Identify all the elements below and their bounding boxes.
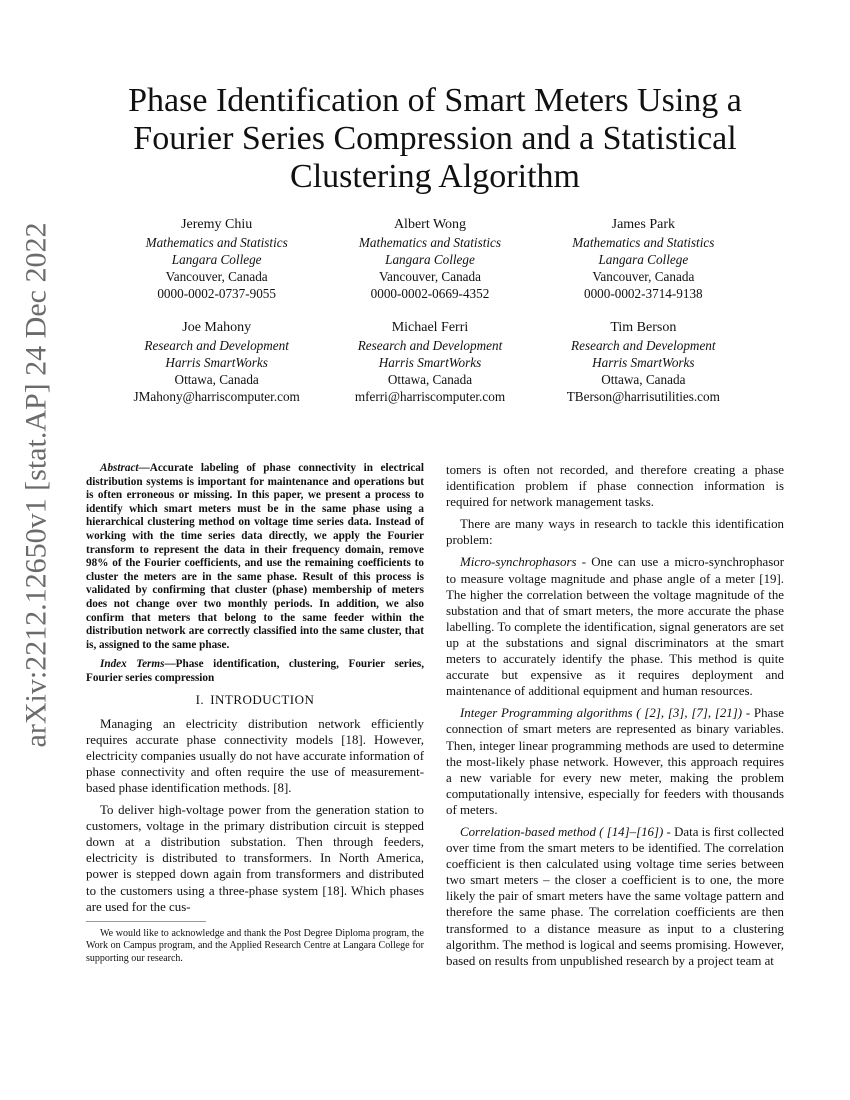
author-location: Ottawa, Canada [387,372,473,387]
method-text: - Data is first collected over time from the smart meters to be identified. The correlation coefficient is then calculated using voltage time series between two smart meters – the closer a coefficient is to one, the more likely the pair of smart meters have the same voltage pattern and therefore the same phase. The correlation coefficients are then transformed to a distance measure as input to a clustering algorithm. The method is logical and seems promising. However, based on results from unpublished research by a project team at [446,824,785,968]
author-location: Vancouver, Canada [378,269,481,284]
author-name: Tim Berson [610,320,677,335]
author-department: Research and Development [144,338,289,353]
paper-title: Phase Identification of Smart Meters Using a Fourier Series Compression and a Statistical Clustering Algorithm [128,82,742,195]
method-paragraph [446,824,784,969]
author-name: Michael Ferri [391,320,469,335]
author-name: Jeremy Chiu [181,217,253,232]
section-number: I. [195,691,205,707]
author-row-2 [110,319,750,405]
author-location: Ottawa, Canada [174,372,259,387]
footnote: We would like to acknowledge and thank the Post Degree Diploma program, the Work on Campus program, and the Applied Research Centre at Langara College for supporting our research. [86,927,424,964]
author-orcid: 0000-0002-0669-4352 [370,286,490,301]
author-email: TBerson@harrisutilities.com [566,389,720,404]
author-name: James Park [611,217,676,232]
author-block [110,216,323,302]
author-name: Joe Mahony [182,320,252,335]
method-name: Correlation-based method ( [14]–[16]) [460,824,664,839]
left-column [86,462,424,972]
author-organization: Harris SmartWorks [378,355,482,370]
method-text: - Phase connection of smart meters are represented as binary variables. Then, integer linear programming methods are used to determine the most-likely phase network. However, this approach requires a new variable for every new meter, making the problem computationally intensive, especially for feeders with thousands of meters. [446,706,784,817]
author-block [537,319,750,405]
author-email: mferri@harriscomputer.com [354,389,506,404]
body-paragraph: There are many ways in research to tackle this identification problem: [446,517,784,548]
arxiv-sidebar [6,222,66,748]
body-paragraph: To deliver high-voltage power from the generation station to customers, voltage in the primary distribution circuit is stepped down at a distribution substation. Then through feeders, electricity is distributed to transformers. In North America, power is stepped down again from transformers and distributed to the customers using a three-phase system [18]. Which phases are used for the cus- [86,803,424,914]
method-text: - One can use a micro-synchrophasor to measure voltage magnitude and phase angle of a meter [19]. The higher the correlation between the voltage magnitude of the substation and that of smart meters, the more accurate the phase labelling. To complete the identification, signal generators are set up at the substations and signal discriminators at the smart meters to accurately identify the phase. This method is quite accurate but expensive as it requires deployment and maintenance of additional equipment and human resources. [446,555,784,699]
index-terms [86,658,424,685]
author-block [110,319,323,405]
author-row-1 [110,216,750,302]
author-organization: Harris SmartWorks [165,355,268,370]
index-terms-label: Index Terms [100,658,165,671]
author-organization: Langara College [171,252,262,267]
body-paragraph: Managing an electricity distribution network efficiently requires accurate phase connectivity models [18]. However, electricity companies usually do not have accurate information of phase connectivity and often require the use of measurement-based phase identification methods. [8]. [86,716,424,795]
index-terms-text: —Phase identification, clustering, Fourier series, Fourier series compression [86,658,424,684]
author-department: Mathematics and Statistics [145,235,288,250]
method-name: Integer Programming algorithms ( [2], [3], [7], [21]) [460,706,743,721]
right-column [446,462,784,975]
abstract [86,462,424,652]
abstract-label: Abstract [100,462,139,474]
body-paragraph: tomers is often not recorded, and therefore creating a phase identification problem if phase connection information is required for network management tasks. [446,463,784,510]
author-department: Mathematics and Statistics [572,235,715,250]
author-location: Ottawa, Canada [601,372,686,387]
author-orcid: 0000-0002-0737-9055 [157,286,276,301]
author-name: Albert Wong [393,217,467,232]
method-paragraph [446,554,784,699]
author-block [323,216,536,302]
section-heading [86,692,424,708]
author-orcid: 0000-0002-3714-9138 [583,286,703,301]
author-department: Mathematics and Statistics [358,235,502,250]
arxiv-identifier: arXiv:2212.12650v1 [stat.AP] 24 Dec 2022 [19,222,52,748]
author-organization: Langara College [385,252,475,267]
method-name: Micro-synchrophasors [460,555,577,570]
method-paragraph [446,705,784,818]
author-department: Research and Development [571,338,716,353]
author-organization: Harris SmartWorks [592,355,695,370]
section-title: INTRODUCTION [210,691,315,707]
author-block [323,319,536,405]
abstract-text: —Accurate labeling of phase connectivity in electrical distribution systems is important for maintenance and operations but is often erroneous or missing. In this paper, we present a process to identify which smart meters must be in the same phase using a hierarchical clustering method on voltage time series data. Instead of working with the time series data directly, we apply the Fourier transform to represent the data in their frequency domain, remove 98% of the Fourier coefficients, and use the remaining coefficients to cluster the meters are in the same phase. Result of this process is validated by confirming that cluster (phase) membership of meters does not change over two monthly periods. In addition, we also confirm that meters that belong to the same feeder within the distribution network are correctly classified into the same cluster, that is, assigned to the same phase. [86,462,424,651]
author-block [537,216,750,302]
author-organization: Langara College [598,252,689,267]
author-location: Vancouver, Canada [592,269,695,284]
footnote-rule [86,921,206,922]
author-department: Research and Development [357,338,503,353]
author-location: Vancouver, Canada [165,269,268,284]
author-email: JMahony@harriscomputer.com [133,389,300,404]
